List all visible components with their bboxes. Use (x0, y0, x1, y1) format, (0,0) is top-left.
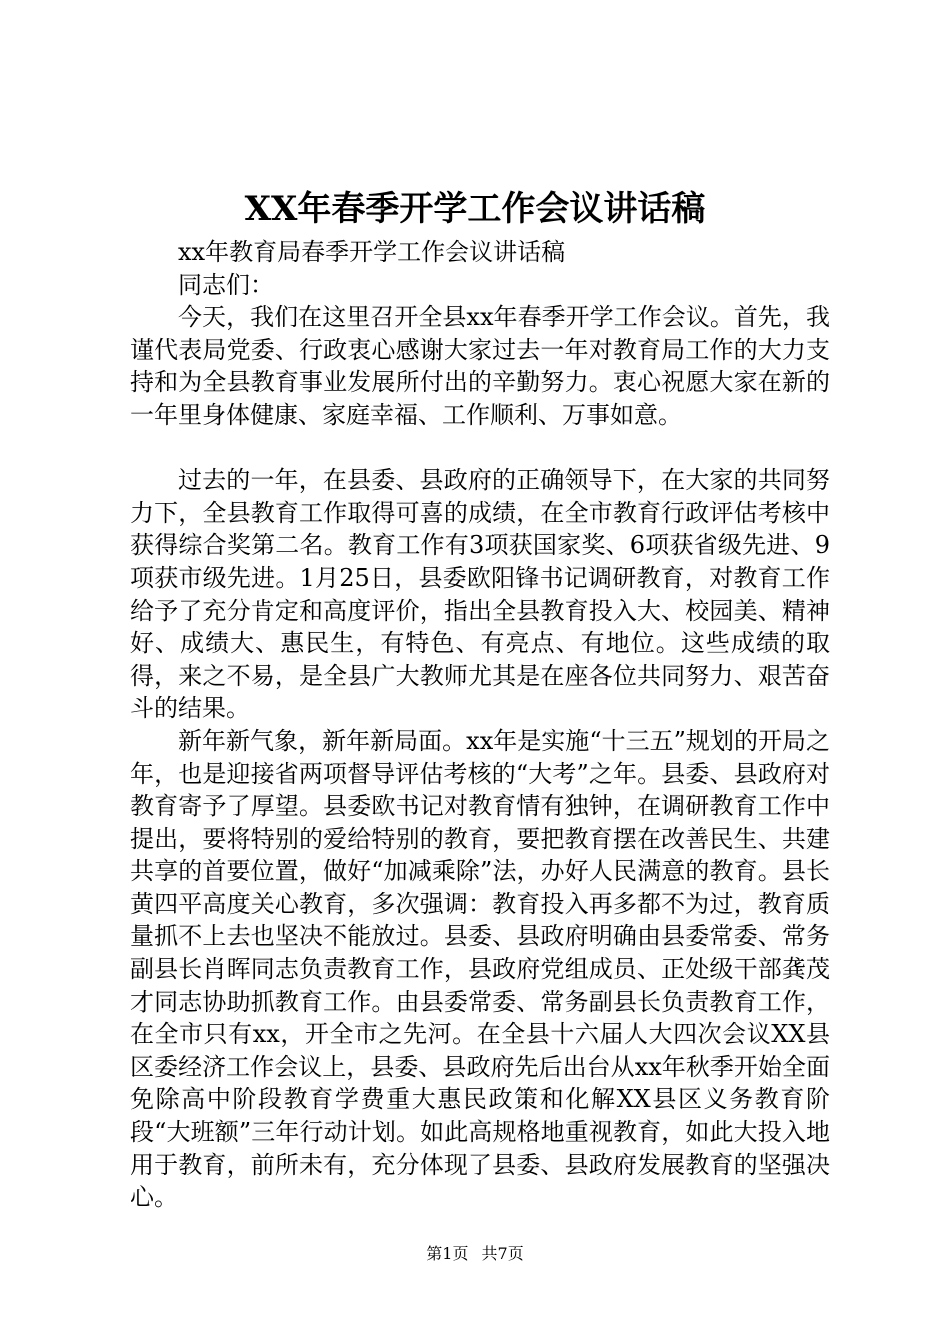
paragraph-achievements: 过去的一年，在县委、县政府的正确领导下，在大家的共同努力下，全县教育工作取得可喜的成绩，在全市教育行政评估考核中获得综合奖第二名。教育工作有3项获国家奖、6项获省级先进、9项获市级先进。1月25日，县委欧阳锋书记调研教育，对教育工作给予了充分肯定和高度评价，指出全县教育投入大、校园美、精神好、成绩大、惠民生，有特色、有亮点、有地位。这些成绩的取得，来之不易，是全县广大教师尤其是在座各位共同努力、艰苦奋斗的结果。 (130, 466, 830, 723)
page-total: 共7页 (481, 1244, 524, 1263)
page-footer (0, 1243, 950, 1265)
paragraph-spacer (130, 432, 830, 465)
page-number: 第1页 (426, 1244, 469, 1263)
document-body (130, 236, 830, 1214)
subtitle-line: xx年教育局春季开学工作会议讲话稿 (178, 238, 566, 266)
paragraph-new-year: 新年新气象，新年新局面。xx年是实施“十三五”规划的开局之年，也是迎接省两项督导评估考核的“大考”之年。县委、县政府对教育寄予了厚望。县委欧书记对教育情有独钟，在调研教育工作中提出，要将特别的爱给特别的教育，要把教育摆在改善民生、共建共享的首要位置，做好“加减乘除”法，办好人民满意的教育。县长黄四平高度关心教育，多次强调：教育投入再多都不为过，教育质量抓不上去也坚决不能放过。县委、县政府明确由县委常委、常务副县长肖晖同志负责教育工作，县政府党组成员、正处级干部龚茂才同志协助抓教育工作。由县委常委、常务副县长负责教育工作，在全市只有xx，开全市之先河。在全县十六届人大四次会议XX县区委经济工作会议上，县委、县政府先后出台从xx年秋季开始全面免除高中阶段教育学费重大惠民政策和化解XX县区义务教育阶段“大班额”三年行动计划。如此高规格地重视教育，如此大投入地用于教育，前所未有，充分体现了县委、县政府发展教育的坚强决心。 (130, 726, 830, 1212)
salutation-line: 同志们： (178, 270, 274, 299)
document-title: XX年春季开学工作会议讲话稿 (244, 189, 706, 229)
paragraph-opening: 今天，我们在这里召开全县xx年春季开学工作会议。首先，我谨代表局党委、行政衷心感谢大家过去一年对教育局工作的大力支持和为全县教育事业发展所付出的辛勤努力。衷心祝愿大家在新的一年里身体健康、家庭幸福、工作顺利、万事如意。 (130, 303, 830, 429)
